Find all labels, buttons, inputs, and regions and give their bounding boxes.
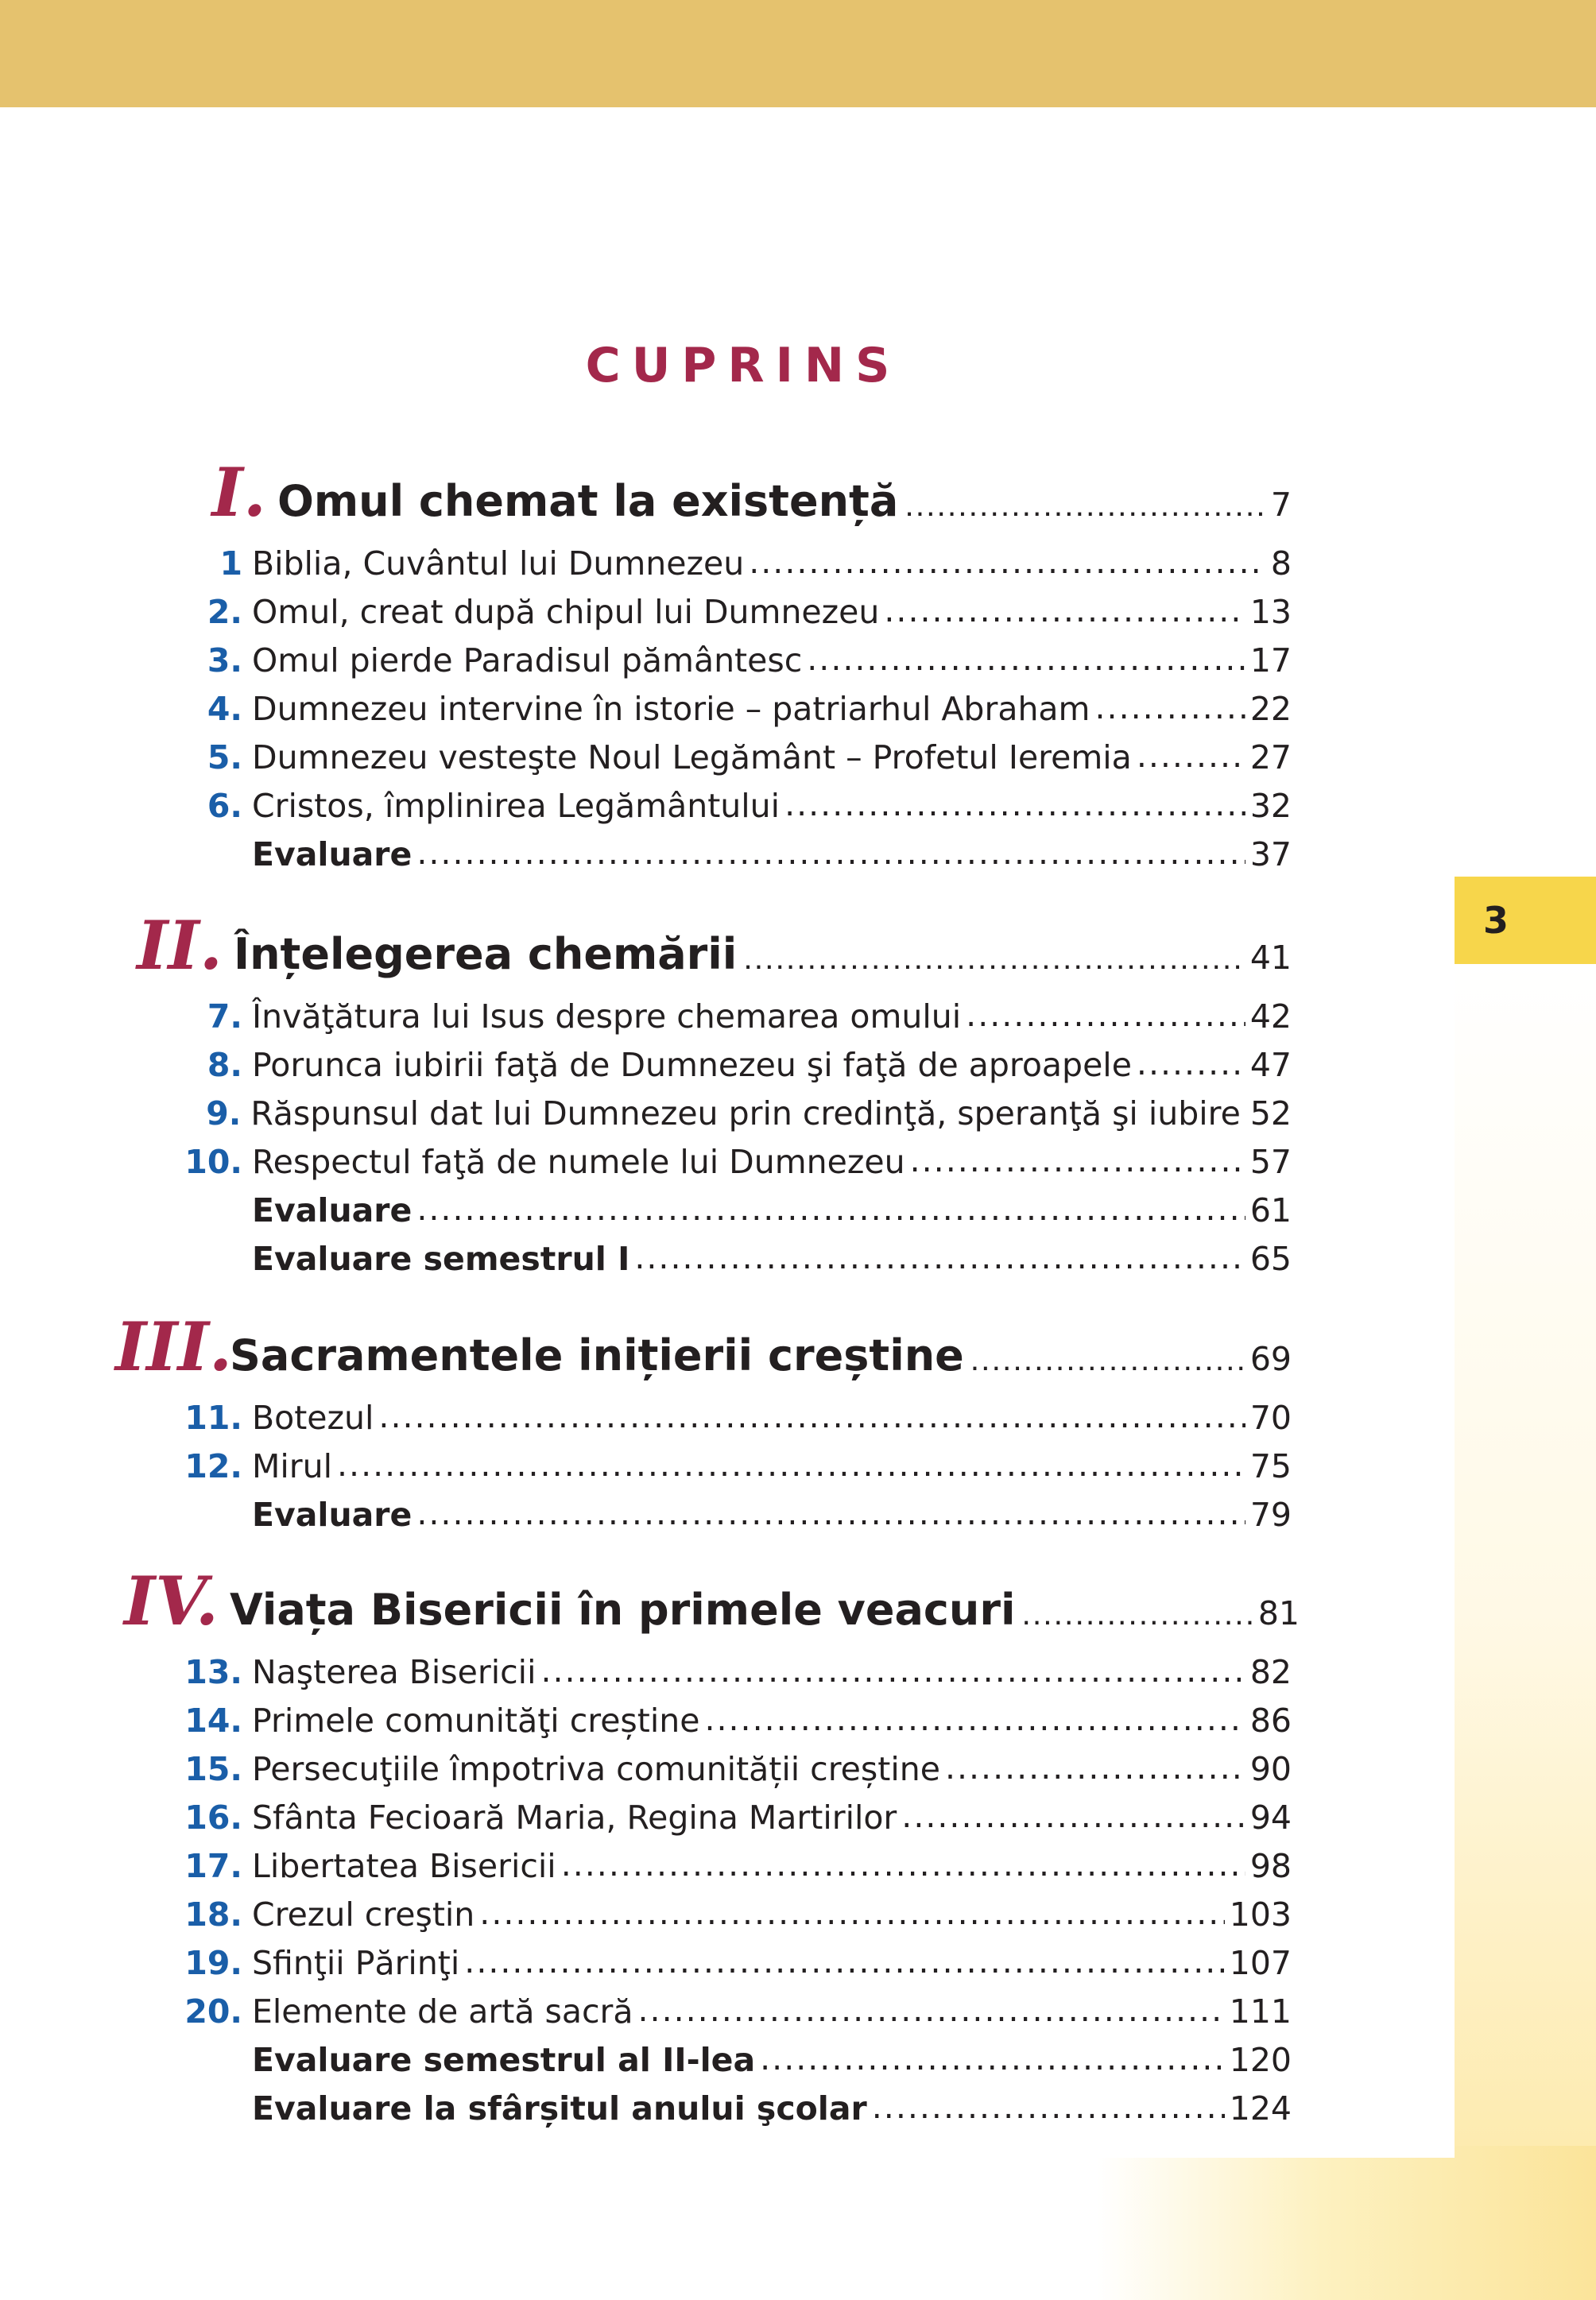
lesson-number: 1: [219, 544, 242, 583]
lesson-number: 8.: [207, 1046, 242, 1084]
toc-entry[interactable]: [179, 1702, 1292, 1740]
lesson-title: Evaluare la sfârșitul anului şcolar: [252, 2089, 867, 2128]
lesson-page-number: 70: [1249, 1399, 1292, 1437]
lesson-page-number: 17: [1249, 641, 1292, 680]
lesson-title: Învăţătura lui Isus despre chemarea omului: [252, 997, 962, 1036]
toc-entry[interactable]: [179, 593, 1292, 631]
dot-leader: [561, 1845, 1245, 1884]
dot-leader: [479, 1894, 1224, 1932]
toc-entry[interactable]: [179, 1094, 1292, 1133]
lesson-page-number: 79: [1249, 1496, 1292, 1534]
dot-leader: [540, 1651, 1245, 1690]
dot-leader: [966, 996, 1245, 1034]
lesson-page-number: 32: [1249, 787, 1292, 825]
toc-entry[interactable]: [179, 641, 1292, 680]
lesson-number: 14.: [184, 1702, 242, 1740]
page-number: 3: [1483, 899, 1509, 942]
lesson-title: Mirul: [252, 1447, 332, 1485]
toc-entry[interactable]: [179, 1992, 1292, 2031]
section-title: Înțelegerea chemării: [234, 929, 738, 979]
section-heading: [119, 906, 1292, 985]
toc-entry[interactable]: [179, 2089, 1292, 2128]
lesson-page-number: 111: [1229, 1992, 1292, 2031]
lesson-title: Naşterea Bisericii: [252, 1653, 537, 1691]
top-color-band: [0, 0, 1596, 107]
lesson-number: 5.: [207, 738, 242, 776]
lesson-page-number: 120: [1229, 2041, 1292, 2079]
lesson-page-number: 75: [1249, 1447, 1292, 1485]
dot-leader: [416, 1190, 1245, 1228]
lesson-page-number: 86: [1249, 1702, 1292, 1740]
dot-leader: [1137, 1044, 1245, 1082]
section-heading: [115, 1307, 1292, 1386]
lesson-number: 17.: [184, 1847, 242, 1885]
toc-entry[interactable]: [179, 1399, 1292, 1437]
lesson-title: Răspunsul dat lui Dumnezeu prin credinţă, speranţă şi iubire: [250, 1094, 1241, 1133]
lesson-title: Porunca iubirii faţă de Dumnezeu şi faţă de aproapele: [252, 1046, 1132, 1084]
lesson-title: Sfânta Fecioară Maria, Regina Martirilor: [252, 1799, 897, 1837]
lesson-page-number: 27: [1249, 738, 1292, 776]
lesson-number: 13.: [184, 1653, 242, 1691]
lesson-page-number: 98: [1249, 1847, 1292, 1885]
dot-leader: [704, 1700, 1245, 1738]
side-gradient: [1455, 962, 1596, 2146]
lesson-title: Primele comunităţi creștine: [252, 1702, 700, 1740]
dot-leader: [807, 640, 1245, 678]
lesson-page-number: 57: [1249, 1143, 1292, 1181]
toc-entry[interactable]: [179, 2041, 1292, 2079]
section-roman-numeral: IV.: [123, 1562, 219, 1640]
lesson-title: Evaluare: [252, 1191, 413, 1229]
lesson-number: 11.: [184, 1399, 242, 1437]
lesson-number: 16.: [184, 1799, 242, 1837]
dot-leader: [872, 2088, 1225, 2126]
dot-leader: [464, 1942, 1224, 1981]
dot-leader: [1095, 688, 1245, 726]
section-roman-numeral: II.: [137, 906, 223, 985]
lesson-number: 2.: [207, 593, 242, 631]
toc-entry[interactable]: [179, 1143, 1292, 1181]
toc-entry[interactable]: [179, 1240, 1292, 1278]
dot-leader: [378, 1397, 1245, 1435]
toc-entry[interactable]: [179, 787, 1292, 825]
lesson-number: 7.: [207, 997, 242, 1036]
dot-leader: [337, 1446, 1245, 1484]
lesson-title: Respectul faţă de numele lui Dumnezeu: [252, 1143, 905, 1181]
lesson-page-number: 94: [1249, 1799, 1292, 1837]
lesson-title: Crezul creştin: [252, 1895, 475, 1934]
dot-leader: [970, 1341, 1244, 1378]
toc-entry[interactable]: [179, 1799, 1292, 1837]
toc-entry[interactable]: [179, 1191, 1292, 1229]
toc-entry[interactable]: [179, 1046, 1292, 1084]
lesson-page-number: 61: [1249, 1191, 1292, 1229]
toc-entry[interactable]: [179, 1653, 1292, 1691]
lesson-title: Dumnezeu vesteşte Noul Legământ – Profetul Ieremia: [252, 738, 1132, 776]
toc-entry[interactable]: [179, 997, 1292, 1036]
toc-entry[interactable]: [179, 1447, 1292, 1485]
lesson-title: Sfinţii Părinţi: [252, 1944, 460, 1982]
lesson-number: 6.: [207, 787, 242, 825]
toc-entry[interactable]: [179, 738, 1292, 776]
lesson-number: 12.: [184, 1447, 242, 1485]
section-roman-numeral: III.: [115, 1307, 233, 1386]
section-page-number: 7: [1270, 486, 1292, 524]
section-heading: [107, 1562, 1300, 1640]
dot-leader: [901, 1797, 1245, 1835]
dot-leader: [1137, 737, 1245, 775]
lesson-page-number: 13: [1249, 593, 1292, 631]
toc-entry[interactable]: [179, 1496, 1292, 1534]
section-title: Sacramentele inițierii creștine: [230, 1330, 964, 1380]
toc-entry[interactable]: [179, 1944, 1292, 1982]
dot-leader: [416, 834, 1245, 872]
lesson-number: 20.: [184, 1992, 242, 2031]
toc-entry[interactable]: [179, 1750, 1292, 1788]
dot-leader: [910, 1141, 1245, 1179]
lesson-page-number: 47: [1249, 1046, 1292, 1084]
lesson-title: Botezul: [252, 1399, 374, 1437]
section-title: Omul chemat la existență: [277, 476, 899, 526]
lesson-title: Dumnezeu intervine în istorie – patriarhul Abraham: [252, 690, 1090, 728]
lesson-title: Evaluare: [252, 1496, 413, 1534]
dot-leader: [905, 486, 1265, 524]
lesson-page-number: 52: [1249, 1094, 1292, 1133]
lesson-page-number: 124: [1229, 2089, 1292, 2128]
dot-leader: [743, 939, 1244, 977]
lesson-number: 4.: [207, 690, 242, 728]
section-page-number: 69: [1249, 1340, 1292, 1378]
lesson-page-number: 8: [1270, 544, 1292, 583]
lesson-page-number: 42: [1249, 997, 1292, 1036]
dot-leader: [634, 1238, 1245, 1276]
lesson-title: Evaluare: [252, 835, 413, 873]
lesson-number: 19.: [184, 1944, 242, 1982]
lesson-title: Libertatea Bisericii: [252, 1847, 556, 1885]
dot-leader: [749, 543, 1266, 581]
lesson-page-number: 65: [1249, 1240, 1292, 1278]
section-roman-numeral: I.: [211, 453, 266, 532]
lesson-title: Omul pierde Paradisul pământesc: [252, 641, 803, 680]
dot-leader: [416, 1494, 1245, 1532]
dot-leader: [784, 785, 1245, 823]
lesson-number: 10.: [184, 1143, 242, 1181]
lesson-title: Elemente de artă sacră: [252, 1992, 633, 2031]
lesson-title: Cristos, împlinirea Legământului: [252, 787, 781, 825]
toc-entry[interactable]: [179, 1847, 1292, 1885]
section-page-number: 81: [1257, 1594, 1300, 1632]
dot-leader: [638, 1991, 1225, 2029]
lesson-page-number: 90: [1249, 1750, 1292, 1788]
toc-entry[interactable]: [179, 835, 1292, 873]
corner-gradient: [1097, 2146, 1596, 2300]
dot-leader: [760, 2039, 1225, 2077]
lesson-page-number: 82: [1249, 1653, 1292, 1691]
page-title: CUPRINS: [585, 338, 901, 393]
lesson-title: Omul, creat după chipul lui Dumnezeu: [252, 593, 880, 631]
lesson-page-number: 107: [1229, 1944, 1292, 1982]
lesson-title: Evaluare semestrul al II-lea: [252, 2041, 756, 2079]
dot-leader: [1021, 1595, 1251, 1632]
section-page-number: 41: [1249, 939, 1292, 977]
lesson-number: 3.: [207, 641, 242, 680]
lesson-page-number: 103: [1229, 1895, 1292, 1934]
lesson-number: 15.: [184, 1750, 242, 1788]
section-heading: [201, 453, 1292, 532]
toc-entry[interactable]: [179, 544, 1292, 583]
lesson-number: 18.: [184, 1895, 242, 1934]
lesson-title: Persecuţiile împotriva comunității creștine: [252, 1750, 940, 1788]
dot-leader: [945, 1748, 1245, 1787]
toc-entry[interactable]: [179, 1895, 1292, 1934]
dot-leader: [884, 591, 1245, 629]
lesson-title: Biblia, Cuvântul lui Dumnezeu: [252, 544, 745, 583]
lesson-number: 9.: [206, 1094, 242, 1133]
lesson-page-number: 37: [1249, 835, 1292, 873]
lesson-title: Evaluare semestrul I: [252, 1240, 630, 1278]
page-number-tab: [1455, 877, 1596, 964]
section-title: Viața Bisericii în primele veacuri: [230, 1585, 1016, 1635]
toc-entry[interactable]: [179, 690, 1292, 728]
lesson-page-number: 22: [1249, 690, 1292, 728]
